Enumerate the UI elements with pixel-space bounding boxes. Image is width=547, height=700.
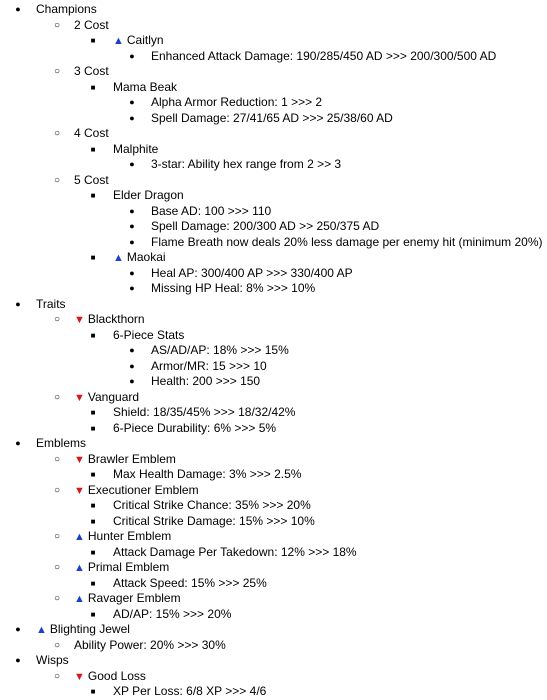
list-item-text (74, 64, 109, 80)
list-item-label: 2 Cost (74, 17, 109, 32)
list-item-text (74, 591, 181, 608)
list-item-text (74, 126, 109, 142)
buff-arrow-up-icon: ▲ (36, 624, 47, 636)
list-item-text (113, 467, 301, 483)
list-item-section (0, 2, 547, 18)
list-item-label: Malphite (113, 141, 159, 156)
list-item-text (151, 157, 341, 173)
square-bullet-icon (88, 514, 98, 530)
list-item-label: 6-Piece Stats (113, 327, 185, 342)
list-item-section (0, 653, 547, 669)
nerf-arrow-down-icon: ▼ (74, 453, 85, 466)
list-item-group (0, 452, 547, 468)
list-item-text (74, 452, 176, 469)
list-item-label: 3 Cost (74, 64, 109, 78)
disc-bullet-icon (127, 266, 137, 282)
list-item-text (113, 33, 164, 50)
list-item-text (113, 421, 276, 437)
list-item-text (74, 638, 226, 654)
buff-arrow-up-icon: ▲ (74, 593, 85, 605)
list-item-text (151, 111, 393, 127)
list-item-group (0, 591, 547, 607)
disc-bullet-icon (13, 436, 23, 452)
square-bullet-icon (88, 142, 98, 158)
square-bullet-icon (88, 545, 98, 561)
square-bullet-icon (88, 684, 98, 700)
list-item-group (0, 18, 547, 34)
circle-bullet-icon (52, 18, 62, 34)
list-item-text (151, 235, 543, 251)
square-bullet-icon (88, 421, 98, 437)
list-item-group (0, 560, 547, 576)
list-item-label: Attack Speed: 15% >>> 25% (113, 575, 267, 590)
disc-bullet-icon (127, 111, 137, 127)
buff-arrow-up-icon: ▲ (113, 252, 124, 264)
list-item-text (74, 560, 169, 577)
square-bullet-icon (88, 498, 98, 514)
disc-bullet-icon (13, 622, 23, 638)
square-bullet-icon (88, 607, 98, 623)
list-item-text (151, 281, 315, 297)
list-item-text (113, 405, 295, 421)
list-item-detail (0, 281, 547, 297)
list-item-text (74, 18, 109, 34)
list-item-item (0, 421, 547, 437)
list-item-label: Base AD: 100 >>> 110 (151, 203, 272, 218)
square-bullet-icon (88, 467, 98, 483)
list-item-section (0, 297, 547, 313)
list-item-text (151, 204, 271, 220)
circle-bullet-icon (52, 452, 62, 468)
list-item-label: Blackthorn (87, 312, 145, 326)
list-item-group (0, 483, 547, 499)
disc-bullet-icon (127, 49, 137, 65)
disc-bullet-icon (127, 204, 137, 220)
list-item-item (0, 545, 547, 561)
list-item-label: Spell Damage: 200/300 AD >> 250/375 AD (151, 219, 380, 233)
list-item-label: Hunter Emblem (87, 529, 172, 543)
nerf-arrow-down-icon: ▼ (74, 314, 85, 326)
list-item-text (151, 266, 353, 282)
list-item-label: Primal Emblem (87, 560, 170, 574)
list-item-label: Emblems (36, 436, 87, 450)
list-item-item (0, 467, 547, 483)
list-item-label: Vanguard (87, 389, 140, 404)
list-item-text (113, 514, 315, 530)
list-item-group (0, 173, 547, 189)
list-item-group (0, 64, 547, 80)
list-item-text (74, 483, 199, 500)
list-item-item (0, 80, 547, 96)
circle-bullet-icon (52, 126, 62, 142)
patch-notes-list (0, 2, 547, 700)
list-item-text (74, 312, 145, 329)
list-item-item (0, 498, 547, 514)
disc-bullet-icon (127, 235, 137, 251)
square-bullet-icon (88, 576, 98, 592)
list-item-item (0, 188, 547, 204)
circle-bullet-icon (52, 312, 62, 328)
list-item-label: Max Health Damage: 3% >>> 2.5% (113, 467, 302, 481)
list-item-detail (0, 111, 547, 127)
disc-bullet-icon (127, 157, 137, 173)
list-item-detail (0, 95, 547, 111)
list-item-group (0, 126, 547, 142)
square-bullet-icon (88, 328, 98, 344)
list-item-label: Mama Beak (113, 79, 178, 94)
list-item-label: Spell Damage: 27/41/65 AD >>> 25/38/60 AD (151, 110, 393, 125)
list-item-text (113, 576, 267, 592)
disc-bullet-icon (127, 343, 137, 359)
square-bullet-icon (88, 405, 98, 421)
list-item-group (0, 638, 547, 654)
list-item-text (36, 2, 97, 18)
list-item-label: 6-Piece Durability: 6% >>> 5% (113, 420, 277, 435)
nerf-arrow-down-icon: ▼ (74, 391, 85, 404)
list-item-text (113, 188, 184, 204)
disc-bullet-icon (13, 297, 23, 313)
list-item-label: 3-star: Ability hex range from 2 >> 3 (151, 157, 342, 171)
list-item-label: Heal AP: 300/400 AP >>> 330/400 AP (151, 265, 353, 280)
list-item-label: Caitlyn (126, 33, 164, 47)
list-item-text (36, 436, 86, 452)
buff-arrow-up-icon: ▲ (113, 35, 124, 47)
square-bullet-icon (88, 33, 98, 49)
square-bullet-icon (88, 250, 98, 266)
list-item-label: Wisps (36, 653, 69, 667)
list-item-label: Good Loss (87, 668, 146, 683)
list-item-text (74, 669, 146, 686)
list-item-label: Missing HP Heal: 8% >>> 10% (151, 281, 316, 295)
list-item-label: Shield: 18/35/45% >>> 18/32/42% (113, 405, 296, 419)
list-item-detail (0, 157, 547, 173)
disc-bullet-icon (127, 281, 137, 297)
list-item-item (0, 576, 547, 592)
list-item-label: Maokai (126, 250, 166, 264)
list-item-label: Executioner Emblem (87, 482, 199, 497)
list-item-item (0, 250, 547, 266)
disc-bullet-icon (127, 219, 137, 235)
nerf-arrow-down-icon: ▼ (74, 484, 85, 497)
list-item-text (74, 173, 109, 189)
list-item-detail (0, 219, 547, 235)
list-item-text (113, 142, 158, 158)
list-item-item (0, 684, 547, 700)
list-item-group (0, 669, 547, 685)
list-item-section (0, 622, 547, 638)
list-item-label: 4 Cost (74, 126, 109, 140)
list-item-label: Ability Power: 20% >>> 30% (74, 637, 226, 652)
disc-bullet-icon (13, 2, 23, 18)
list-item-label: Critical Strike Chance: 35% >>> 20% (113, 498, 311, 512)
list-item-text (74, 390, 139, 407)
square-bullet-icon (88, 80, 98, 96)
list-item-text (36, 653, 69, 669)
list-item-text (36, 622, 130, 639)
list-item-detail (0, 204, 547, 220)
list-item-text (151, 95, 322, 111)
list-item-label: Attack Damage Per Takedown: 12% >>> 18% (113, 544, 357, 559)
disc-bullet-icon (127, 374, 137, 390)
list-item-item (0, 514, 547, 530)
list-item-label: Health: 200 >>> 150 (151, 374, 261, 388)
buff-arrow-up-icon: ▲ (74, 531, 85, 543)
list-item-text (151, 219, 379, 235)
list-item-group (0, 312, 547, 328)
circle-bullet-icon (52, 638, 62, 654)
list-item-item (0, 142, 547, 158)
disc-bullet-icon (127, 95, 137, 111)
list-item-section (0, 436, 547, 452)
list-item-text (113, 80, 177, 96)
buff-arrow-up-icon: ▲ (74, 562, 85, 574)
list-item-group (0, 390, 547, 406)
list-item-detail (0, 49, 547, 65)
circle-bullet-icon (52, 390, 62, 406)
list-item-label: XP Per Loss: 6/8 XP >>> 4/6 (113, 684, 267, 698)
list-item-text (113, 328, 184, 344)
list-item-text (36, 297, 66, 313)
disc-bullet-icon (13, 653, 23, 669)
list-item-text (113, 607, 231, 623)
circle-bullet-icon (52, 483, 62, 499)
list-item-detail (0, 266, 547, 282)
list-item-label: Critical Strike Damage: 15% >>> 10% (113, 513, 315, 528)
list-item-label: Blighting Jewel (49, 622, 130, 636)
nerf-arrow-down-icon: ▼ (74, 670, 85, 683)
list-item-label: Ravager Emblem (87, 591, 181, 605)
list-item-label: Alpha Armor Reduction: 1 >>> 2 (151, 95, 323, 109)
list-item-text (113, 250, 166, 267)
list-item-label: AD/AP: 15% >>> 20% (113, 606, 232, 621)
list-item-label: 5 Cost (74, 172, 109, 187)
list-item-detail (0, 374, 547, 390)
list-item-text (151, 49, 496, 65)
disc-bullet-icon (127, 359, 137, 375)
list-item-item (0, 328, 547, 344)
list-item-detail (0, 359, 547, 375)
list-item-label: Elder Dragon (113, 188, 184, 202)
circle-bullet-icon (52, 591, 62, 607)
square-bullet-icon (88, 188, 98, 204)
list-item-text (113, 684, 266, 700)
list-item-text (113, 545, 357, 561)
list-item-text (151, 343, 289, 359)
list-item-detail (0, 343, 547, 359)
list-item-group (0, 529, 547, 545)
list-item-detail (0, 235, 547, 251)
list-item-text (151, 374, 260, 390)
circle-bullet-icon (52, 669, 62, 685)
list-item-label: Armor/MR: 15 >>> 10 (151, 358, 267, 373)
list-item-label: Champions (36, 2, 97, 16)
list-item-label: Flame Breath now deals 20% less damage per enemy hit (minimum 20%) (151, 234, 543, 249)
list-item-label: Traits (36, 296, 66, 311)
list-item-label: Brawler Emblem (87, 451, 176, 466)
list-item-item (0, 405, 547, 421)
circle-bullet-icon (52, 529, 62, 545)
list-item-item (0, 607, 547, 623)
circle-bullet-icon (52, 173, 62, 189)
list-item-item (0, 33, 547, 49)
circle-bullet-icon (52, 64, 62, 80)
list-item-label: AS/AD/AP: 18% >>> 15% (151, 343, 289, 357)
circle-bullet-icon (52, 560, 62, 576)
list-item-text (151, 359, 267, 375)
list-item-label: Enhanced Attack Damage: 190/285/450 AD >>> 200/300/500 AD (151, 48, 497, 63)
list-item-text (74, 529, 171, 546)
list-item-text (113, 498, 311, 514)
